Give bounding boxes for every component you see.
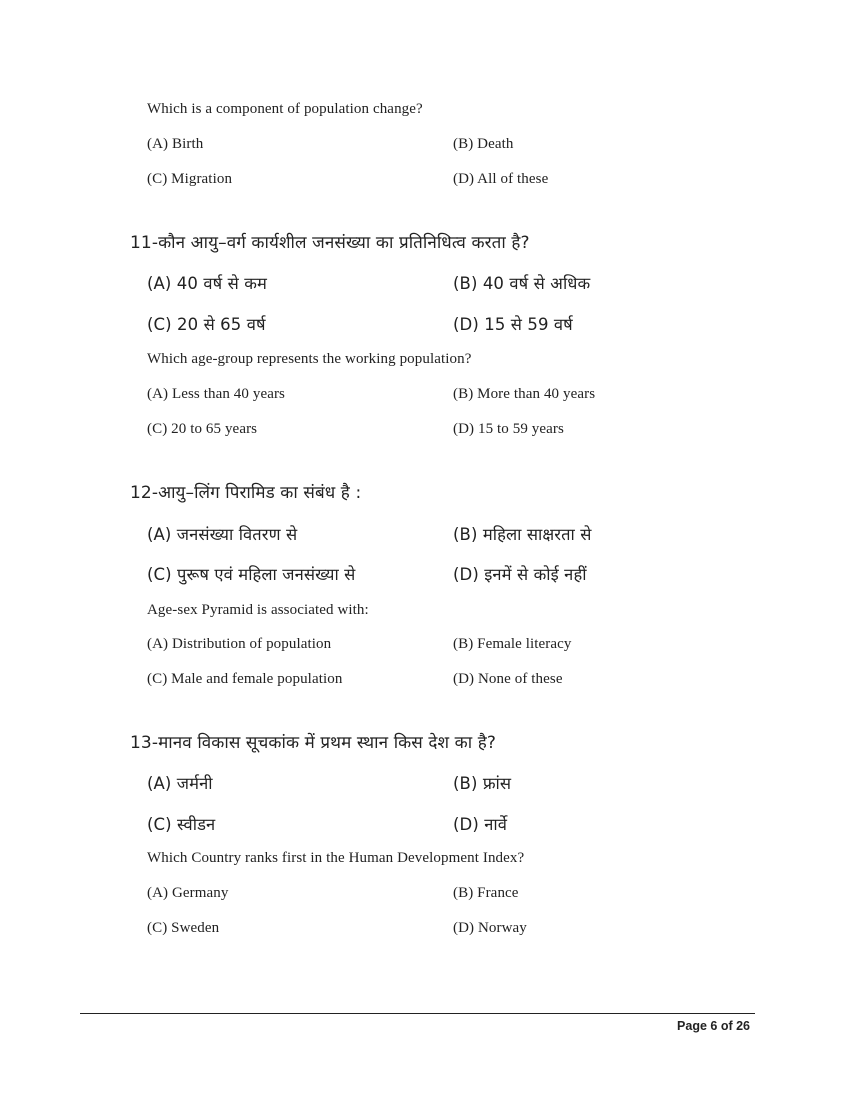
q13-hindi-question: 13-मानव विकास सूचकांक में प्रथम स्थान किस देश का है?	[130, 733, 496, 753]
q10-english-option-d: (D) All of these	[453, 171, 549, 187]
q11-english-option-b: (B) More than 40 years	[453, 386, 596, 402]
q10-english-option-b: (B) Death	[453, 136, 514, 152]
q12-hindi-option-a: (A) जनसंख्या वितरण से	[147, 525, 298, 544]
q11-english-option-c: (C) 20 to 65 years	[147, 421, 258, 437]
q13-english-option-a: (A) Germany	[147, 885, 229, 901]
page-number: Page 6 of 26	[677, 1019, 750, 1033]
q13-hindi-option-b: (B) फ्रांस	[453, 774, 512, 793]
q13-english-question: Which Country ranks first in the Human Development Index?	[147, 850, 525, 866]
q12-english-option-a: (A) Distribution of population	[147, 636, 332, 652]
q11-english-option-a: (A) Less than 40 years	[147, 386, 285, 402]
q12-hindi-question: 12-आयु–लिंग पिरामिड का संबंध है :	[130, 483, 362, 503]
q12-hindi-option-d: (D) इनमें से कोई नहीं	[453, 565, 587, 584]
q11-hindi-option-d: (D) 15 से 59 वर्ष	[453, 315, 573, 334]
q13-hindi-option-a: (A) जर्मनी	[147, 774, 213, 793]
q11-hindi-question: 11-कौन आयु–वर्ग कार्यशील जनसंख्या का प्रतिनिधित्व करता है?	[130, 233, 530, 253]
q10-english-option-c: (C) Migration	[147, 171, 233, 187]
q12-hindi-option-b: (B) महिला साक्षरता से	[453, 525, 592, 544]
q12-english-option-c: (C) Male and female population	[147, 671, 343, 687]
q13-english-option-c: (C) Sweden	[147, 920, 220, 936]
q12-english-option-b: (B) Female literacy	[453, 636, 572, 652]
q11-hindi-option-a: (A) 40 वर्ष से कम	[147, 274, 267, 293]
q12-english-question: Age-sex Pyramid is associated with:	[147, 602, 369, 618]
q12-english-option-d: (D) None of these	[453, 671, 563, 687]
q12-hindi-option-c: (C) पुरूष एवं महिला जनसंख्या से	[147, 565, 356, 584]
q11-english-option-d: (D) 15 to 59 years	[453, 421, 564, 437]
q11-hindi-option-c: (C) 20 से 65 वर्ष	[147, 315, 266, 334]
q13-hindi-option-d: (D) नार्वे	[453, 815, 508, 834]
q13-english-option-b: (B) France	[453, 885, 519, 901]
q13-hindi-option-c: (C) स्वीडन	[147, 815, 216, 834]
q11-english-question: Which age-group represents the working population?	[147, 351, 472, 367]
q10-english-option-a: (A) Birth	[147, 136, 204, 152]
q11-hindi-option-b: (B) 40 वर्ष से अधिक	[453, 274, 591, 293]
footer-rule	[80, 1013, 755, 1014]
q10-english-question: Which is a component of population change?	[147, 101, 423, 117]
q13-english-option-d: (D) Norway	[453, 920, 527, 936]
